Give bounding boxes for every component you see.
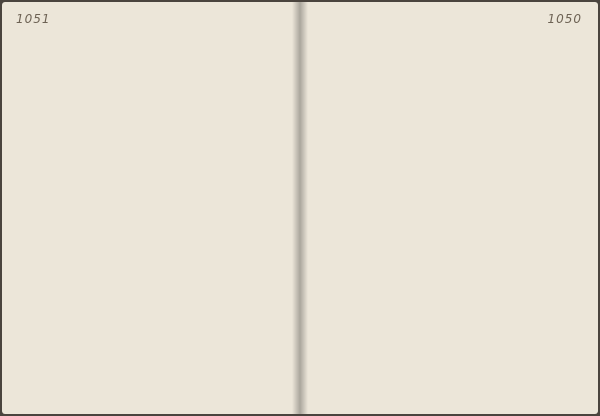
book-gutter	[292, 2, 308, 414]
left-page	[2, 2, 300, 414]
page-number: 1050	[547, 12, 582, 26]
right-page	[300, 2, 598, 414]
page-number: 1051	[16, 12, 51, 26]
